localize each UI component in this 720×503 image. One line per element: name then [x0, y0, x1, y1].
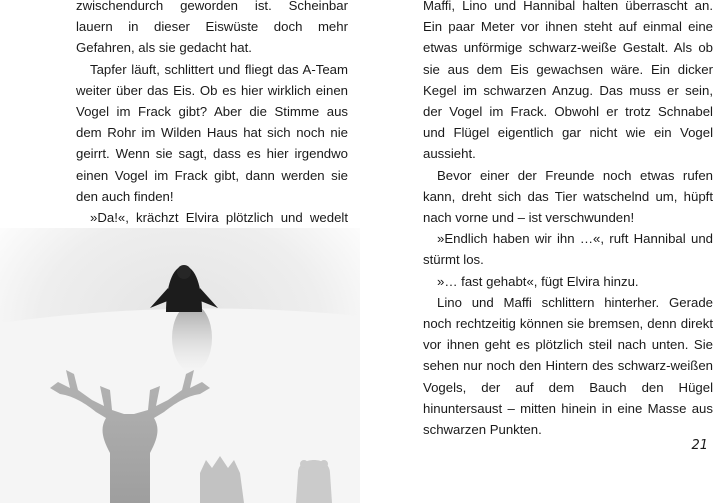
left-page-text	[76, 0, 348, 249]
paragraph: »Endlich haben wir ihn …«, ruft Hannibal und stürmt los.	[423, 231, 713, 268]
paragraph: Tapfer läuft, schlittert und fliegt das A-Team weiter über das Eis. Ob es hier wirklich einen Vogel im Frack gibt? Aber die Stimme aus dem Rohr im Wilden Haus hat sich noch nie geirrt. Wenn sie sagt, dass es hier irgendwo einen Vogel im Frack gibt, dann werden sie den auch finden!	[76, 61, 348, 204]
page-number: 21	[691, 438, 708, 453]
paragraph: Bevor einer der Freunde noch etwas rufen kann, dreht sich das Tier watschelnd um, hüpft nach vorne und – ist verschwunden!	[423, 167, 713, 226]
small-creature-silhouette	[296, 460, 332, 503]
paragraph: zwischendurch geworden ist. Scheinbar lauern in dieser Eiswüste doch mehr Gefahren, als sie gedacht hat.	[76, 0, 348, 56]
right-page	[360, 0, 720, 503]
penguin-on-ice-with-silhouettes-icon	[0, 228, 360, 503]
paragraph: »Da!«, krächzt Elvira plötzlich und wedelt	[90, 210, 348, 226]
ice-reflection	[172, 304, 212, 372]
right-page-text	[423, 0, 713, 440]
paragraph: Lino und Maffi schlittern hinterher. Gerade noch rechtzeitig können sie bremsen, denn direkt vor ihnen geht es plötzlich steil nach unten. Sie sehen nur noch den Hintern des schwarz-weißen Vogels, der auf dem Bauch den Hügel hinuntersaust – mitten hinein in eine Masse aus schwarzen Punkten.	[423, 294, 713, 438]
paragraph: Maffi, Lino und Hannibal halten überrascht an. Ein paar Meter vor ihnen steht auf einmal eine etwas unförmige schwarz-weiße Gestalt. Als ob sie aus dem Eis gewachsen wäre. Ein dicker Kegel im schwarzen Anzug. Das muss er sein, der Vogel im Frack. Obwohl er trotz Schnabel und Flügel eigentlich gar nicht wie ein Vogel aussieht.	[423, 0, 713, 162]
paragraph: »… fast gehabt«, fügt Elvira hinzu.	[437, 273, 639, 289]
